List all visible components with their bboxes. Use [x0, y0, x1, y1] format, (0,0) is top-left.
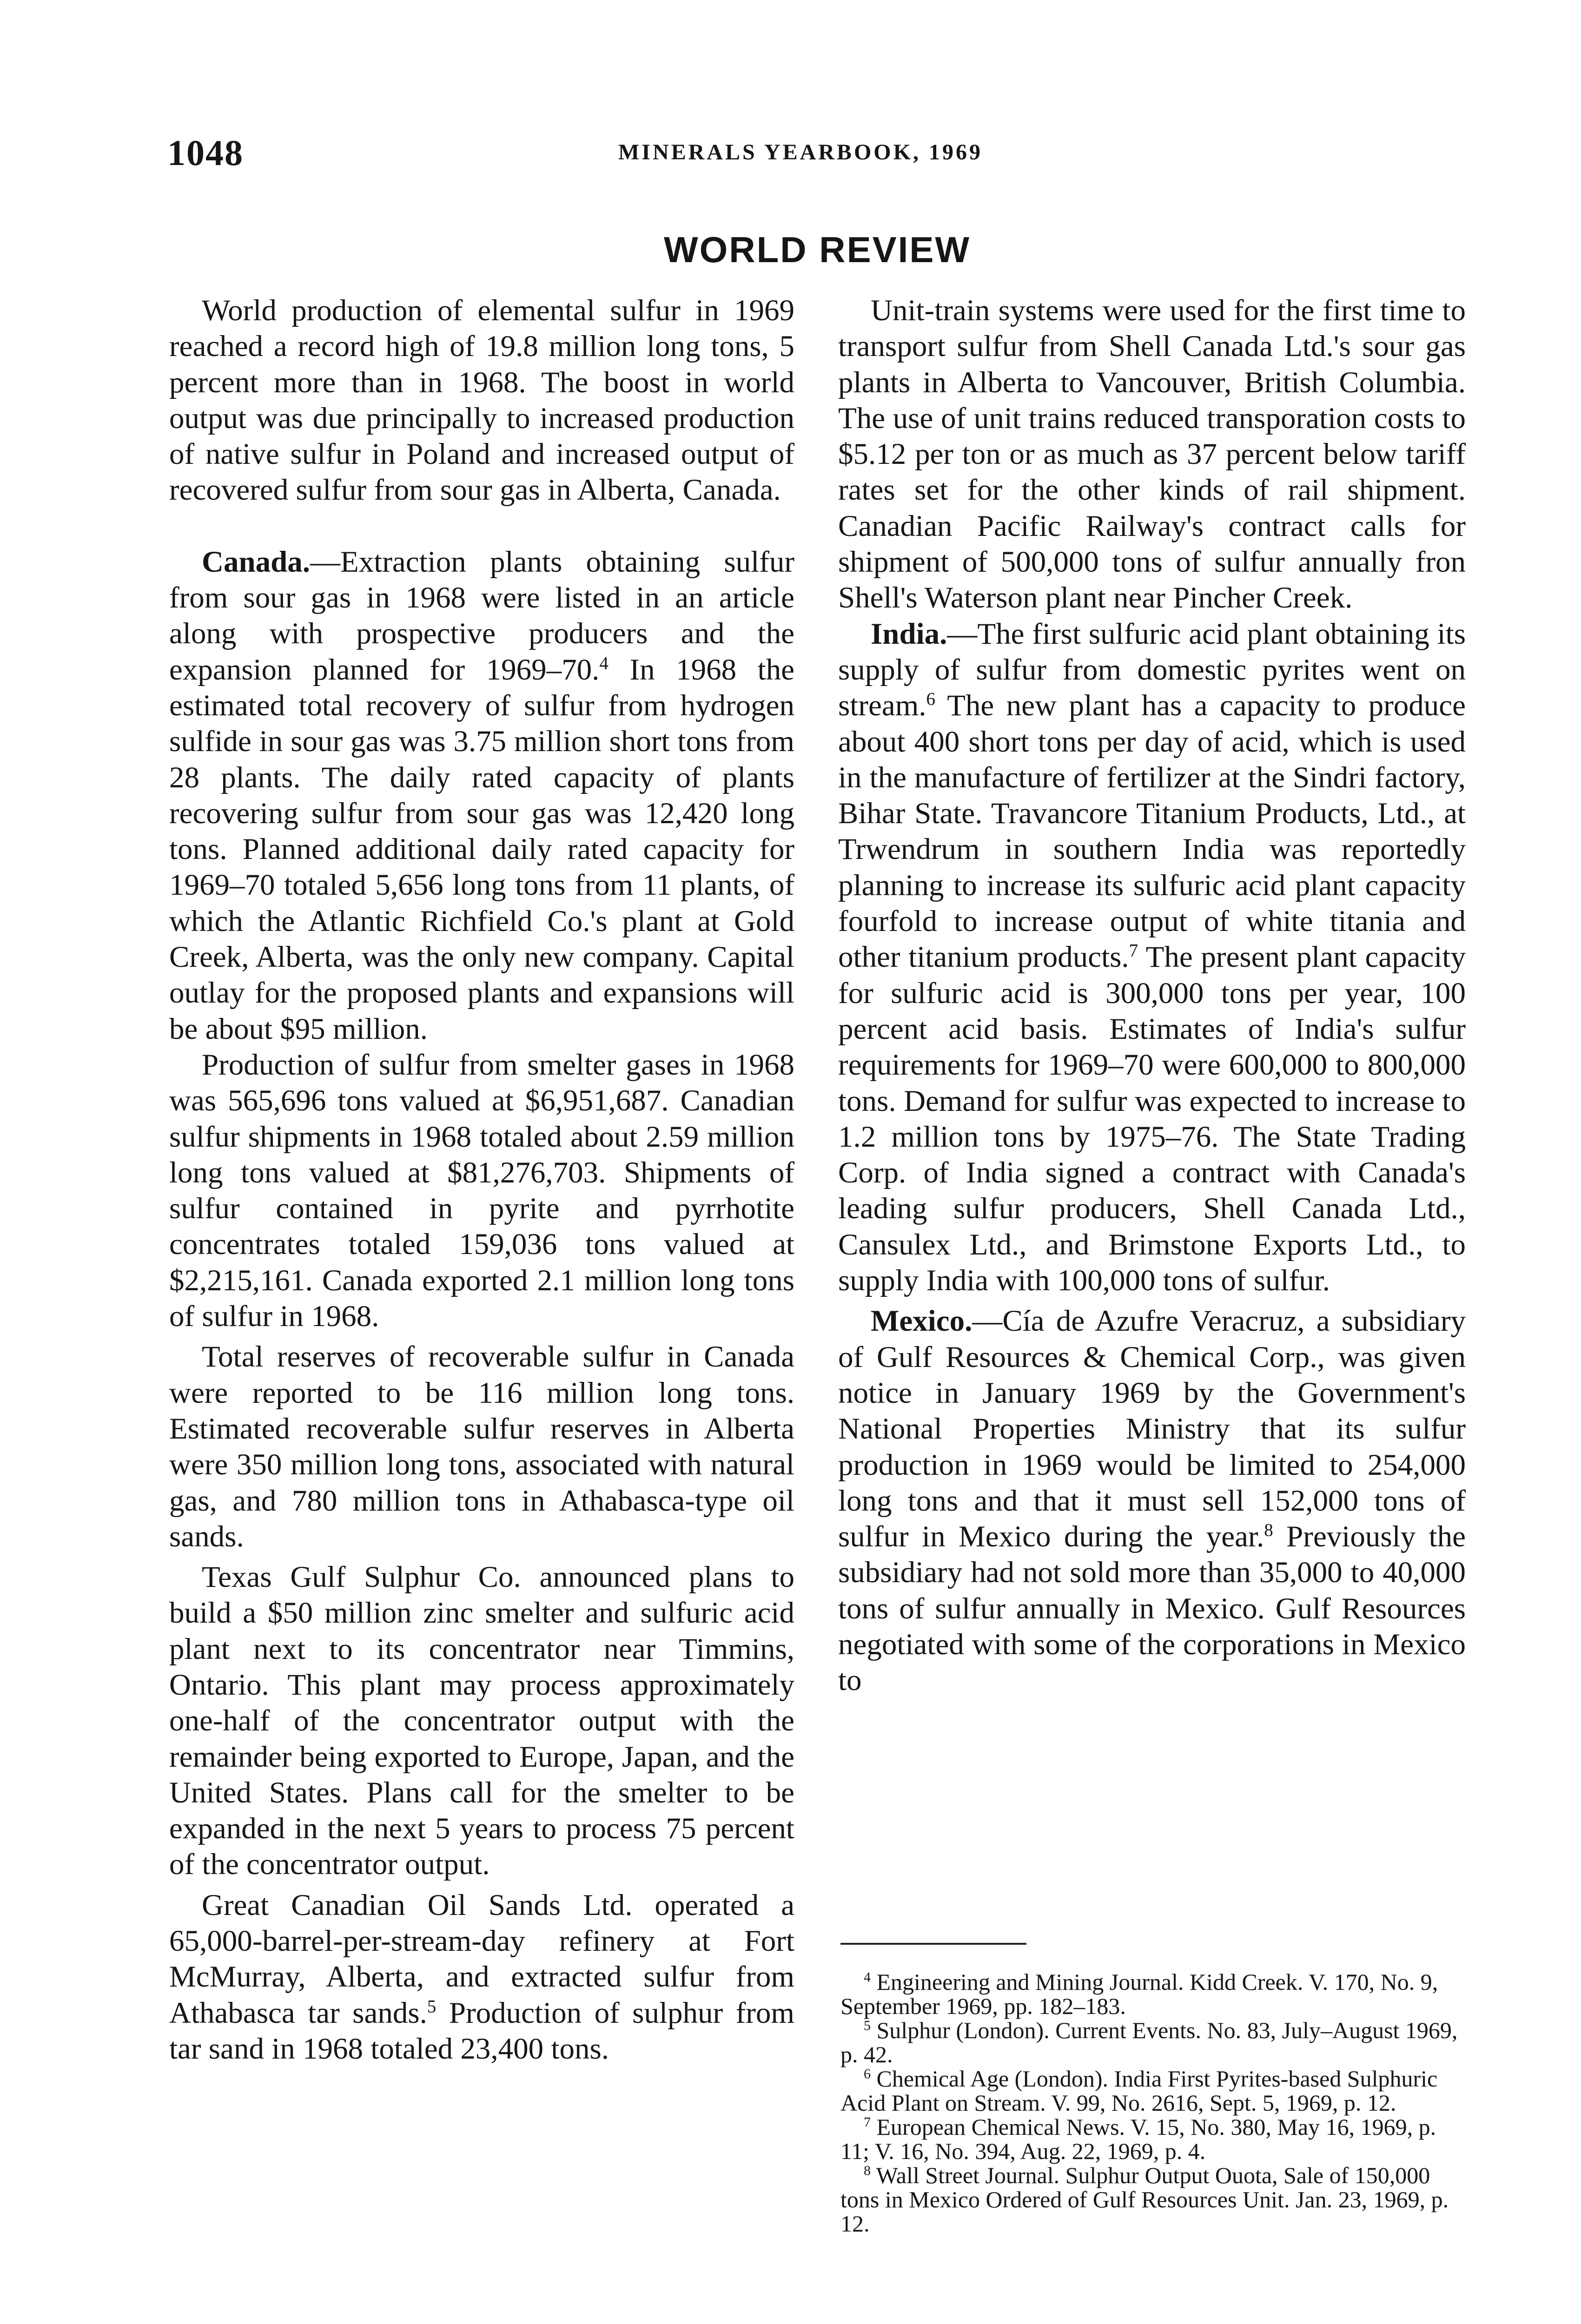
- canada-text-a: —Extraction plants obtaining sulfur from sour gas in 1968 were listed in an article along with prospective producers and the expansion planned for 1969–70.: [169, 545, 794, 687]
- paragraph-canada: [169, 544, 794, 1047]
- footnote-number: 5: [864, 2018, 871, 2034]
- footnotes: [840, 1970, 1466, 2236]
- footnote-divider: [840, 1943, 1026, 1945]
- india-heading: India.: [871, 617, 947, 651]
- footnote-text: Engineering and Mining Journal. Kidd Creek. V. 170, No. 9, September 1969, pp. 182–183.: [840, 1969, 1438, 2019]
- footnote: [840, 2163, 1466, 2236]
- footnote-ref-6: 6: [926, 689, 936, 709]
- paragraph-unit-train: Unit-train systems were used for the first time to transport sulfur from Shell Canada Ltd.'s sour gas plants in Alberta to Vancouver, British Columbia. The use of unit trains reduced transporation costs to $5.12 per ton or as much as 37 percent below tariff rates set for the other kinds of rail shipment. Canadian Pacific Railway's contract calls for shipment of 500,000 tons of sulfur annually fron Shell's Waterson plant near Pincher Creek.: [838, 294, 1466, 615]
- mexico-text-b: Previously the subsidiary had not sold more than 35,000 to 40,000 tons of sulfur annually in Mexico. Gulf Resources negotiated with some of the corporations in Mexico to: [838, 1520, 1466, 1697]
- footnote-text: Chemical Age (London). India First Pyrites-based Sulphuric Acid Plant on Stream. V. 99, No. 2616, Sept. 5, 1969, p. 12.: [840, 2066, 1438, 2116]
- left-column: [169, 293, 794, 2067]
- footnote-text: Wall Street Journal. Sulphur Output Ouota, Sale of 150,000 tons in Mexico Ordered of Gulf Resources Unit. Jan. 23, 1969, p. 12.: [840, 2162, 1449, 2237]
- footnote-number: 4: [864, 1969, 871, 1985]
- running-title: MINERALS YEARBOOK, 1969: [618, 140, 983, 165]
- footnote-ref-4: 4: [599, 653, 609, 673]
- footnote-ref-5: 5: [427, 1996, 437, 2016]
- footnote-number: 7: [864, 2114, 871, 2130]
- footnote-ref-7: 7: [1129, 940, 1138, 961]
- mexico-text-a: —Cía de Azufre Veracruz, a subsidiary of Gulf Resources & Chemical Corp., was given notice in January 1969 by the Government's National Properties Ministry that its sulfur production in 1969 would be limited to 254,000 long tons and that it must sell 152,000 tons of sulfur in Mexico during the year.: [838, 1304, 1466, 1554]
- paragraph-mexico: [838, 1303, 1466, 1698]
- mexico-heading: Mexico.: [871, 1304, 972, 1338]
- oil-sands-text-a: Great Canadian Oil Sands Ltd. operated a 65,000-barrel-per-stream-day refinery at Fort McMurray, Alberta, and extracted sulfur from Athabasca tar sands.: [169, 1888, 794, 2030]
- paragraph-smelter: Production of sulfur from smelter gases in 1968 was 565,696 tons valued at $6,951,687. Canadian sulfur shipments in 1968 totaled about 2.59 million long tons valued at $81,276,703. Shipments of sulfur contained in pyrite and pyrrhotite concentrates totaled 159,036 tons valued at $2,215,161. Canada exported 2.1 million long tons of sulfur in 1968.: [169, 1048, 794, 1334]
- canada-text-b: In 1968 the estimated total recovery of sulfur from hydrogen sulfide in sour gas was 3.75 million short tons from 28 plants. The daily rated capacity of plants recovering sulfur from sour gas was 12,420 long tons. Planned additional daily rated capacity for 1969–70 totaled 5,656 long tons from 11 plants, of which the Atlantic Richfield Co.'s plant at Gold Creek, Alberta, was the only new company. Capital outlay for the proposed plants and expansions will be about $95 million.: [169, 653, 794, 1046]
- paragraph-oil-sands: [169, 1888, 794, 2067]
- footnote: [840, 2115, 1466, 2163]
- footnote: [840, 1970, 1466, 2018]
- footnote: [840, 2067, 1466, 2115]
- section-title: WORLD REVIEW: [664, 229, 971, 270]
- india-text-a: —The first sulfuric acid plant obtaining its supply of sulfur from domestic pyrites went on stream.: [838, 617, 1466, 723]
- paragraph-texas-gulf: Texas Gulf Sulphur Co. announced plans to build a $50 million zinc smelter and sulfuric acid plant next to its concentrator near Timmins, Ontario. This plant may process approximately one-half of the concentrator output with the remainder being exported to Europe, Japan, and the United States. Plans call for the smelter to be expanded in the next 5 years to process 75 percent of the concentrator output.: [169, 1560, 794, 1882]
- footnote-number: 8: [864, 2163, 871, 2179]
- footnote-text: European Chemical News. V. 15, No. 380, May 16, 1969, p. 11; V. 16, No. 394, Aug. 22, 1969, p. 4.: [840, 2114, 1436, 2164]
- footnote-ref-8: 8: [1264, 1520, 1273, 1540]
- paragraph-india: [838, 616, 1466, 1299]
- footnote: [840, 2018, 1466, 2067]
- page-number: 1048: [167, 132, 244, 173]
- footnote-text: Sulphur (London). Current Events. No. 83, July–August 1969, p. 42.: [840, 2017, 1458, 2067]
- right-column: [838, 293, 1466, 1699]
- footnote-number: 6: [864, 2066, 871, 2082]
- paragraph-intro: World production of elemental sulfur in 1969 reached a record high of 19.8 million long tons, 5 percent more than in 1968. The boost in world output was due principally to increased production of native sulfur in Poland and increased output of recovered sulfur from sour gas in Alberta, Canada.: [169, 294, 794, 507]
- canada-heading: Canada.: [202, 545, 310, 579]
- paragraph-reserves: Total reserves of recoverable sulfur in Canada were reported to be 116 million long tons. Estimated recoverable sulfur reserves in Alberta were 350 million long tons, associated with natural gas, and 780 million tons in Athabasca-type oil sands.: [169, 1340, 794, 1553]
- oil-sands-text-b: Production of sulphur from tar sand in 1968 totaled 23,400 tons.: [169, 1996, 794, 2066]
- india-text-c: The present plant capacity for sulfuric acid is 300,000 tons per year, 100 percent acid basis. Estimates of India's sulfur requirements for 1969–70 were 600,000 to 800,000 tons. Demand for sulfur was expected to increase to 1.2 million tons by 1975–76. The State Trading Corp. of India signed a contract with Canada's leading sulfur producers, Shell Canada Ltd., Cansulex Ltd., and Brimstone Exports Ltd., to supply India with 100,000 tons of sulfur.: [838, 940, 1466, 1298]
- india-text-b: The new plant has a capacity to produce about 400 short tons per day of acid, which is used in the manufacture of fertilizer at the Sindri factory, Bihar State. Travancore Titanium Products, Ltd., at Trwendrum in southern India was reportedly planning to increase its sulfuric acid plant capacity fourfold to increase output of white titania and other titanium products.: [838, 689, 1466, 974]
